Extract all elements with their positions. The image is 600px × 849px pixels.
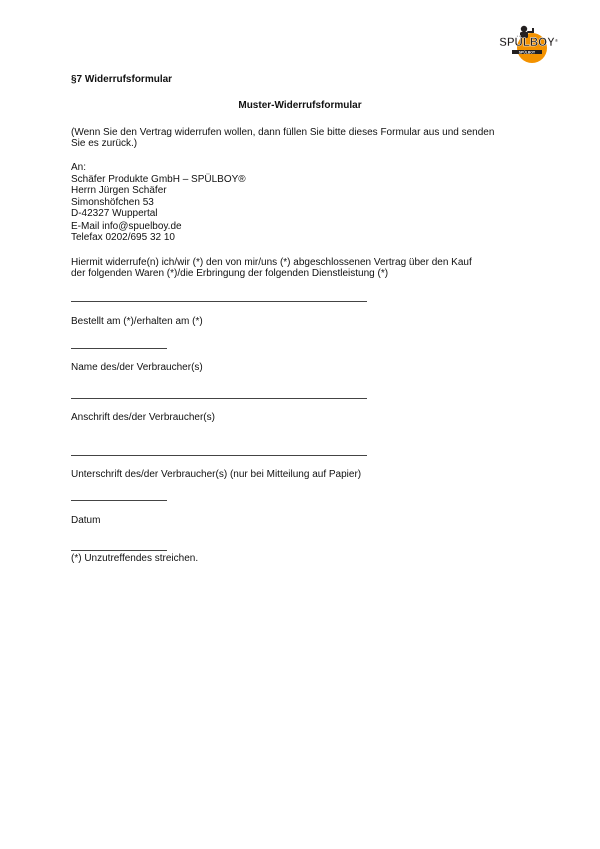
blank-line-date: [71, 550, 167, 551]
address-city: D-42327 Wuppertal: [71, 208, 158, 219]
address-street: Simonshöfchen 53: [71, 197, 154, 208]
intro-line-1: (Wenn Sie den Vertrag widerrufen wollen, dann füllen Sie bitte dieses Formular aus und senden: [71, 127, 495, 138]
field-label-address: Anschrift des/der Verbraucher(s): [71, 412, 215, 423]
intro-line-2: Sie es zurück.): [71, 138, 138, 149]
address-label: An:: [71, 162, 87, 173]
field-label-date: Datum: [71, 515, 101, 526]
blank-line-address: [71, 455, 367, 456]
footnote: (*) Unzutreffendes streichen.: [71, 553, 199, 564]
form-title: Muster-Widerrufsformular: [238, 100, 362, 111]
address-email: E-Mail info@spuelboy.de: [71, 221, 182, 232]
statement-line-1: Hiermit widerrufe(n) ich/wir (*) den von mir/uns (*) abgeschlossenen Vertrag über den Kauf: [71, 257, 472, 268]
logo-subtext: SPÜLBOY: [518, 50, 536, 55]
blank-line-ordered: [71, 348, 167, 349]
blank-line-signature: [71, 500, 167, 501]
blank-line-name: [71, 398, 367, 399]
logo-wordmark: SPÜLBOY: [499, 37, 555, 49]
statement-line-2: der folgenden Waren (*)/die Erbringung der folgenden Dienstleistung (*): [71, 268, 389, 279]
field-label-name: Name des/der Verbraucher(s): [71, 362, 203, 373]
field-label-signature: Unterschrift des/der Verbraucher(s) (nur bei Mitteilung auf Papier): [71, 469, 362, 480]
section-title: §7 Widerrufsformular: [71, 74, 173, 85]
address-company: Schäfer Produkte GmbH – SPÜLBOY®: [71, 174, 246, 185]
address-fax: Telefax 0202/695 32 10: [71, 232, 175, 243]
blank-line-goods: [71, 301, 367, 302]
field-label-ordered: Bestellt am (*)/erhalten am (*): [71, 316, 203, 327]
svg-text:®: ®: [555, 38, 558, 43]
spuelboy-logo: [494, 23, 560, 63]
address-contact: Herrn Jürgen Schäfer: [71, 185, 167, 196]
